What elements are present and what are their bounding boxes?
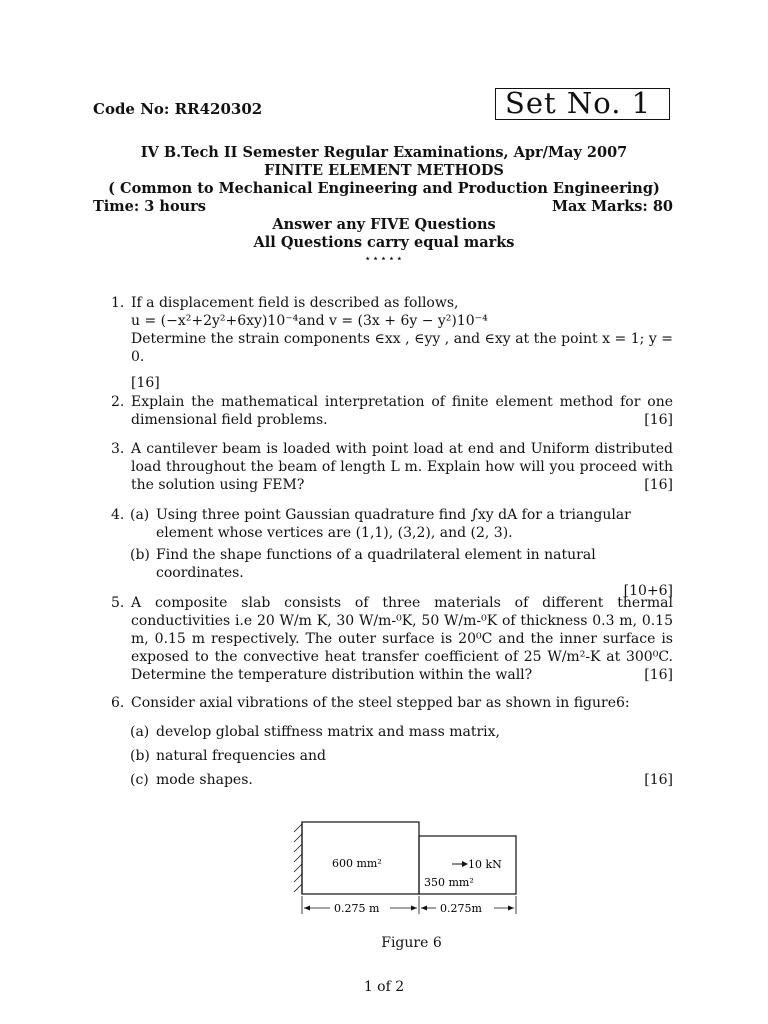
question-5	[111, 594, 673, 684]
sub-label: (c)	[130, 772, 149, 788]
len-left-label: 0.275 m	[334, 902, 380, 915]
question-text: Consider axial vibrations of the steel stepped bar as shown in figure6:	[131, 695, 630, 711]
sub-text: Using three point Gaussian quadrature find ∫xy dA for a triangular element whose vertices are (1,1), (3,2), and (2, 3).	[156, 507, 631, 541]
question-number: 6.	[111, 695, 125, 711]
question-marks: [16]	[644, 477, 673, 493]
question-text: A cantilever beam is loaded with point load at end and Uniform distributed load throughout the beam of length L m. Explain how will you proceed with the solution using FEM?	[131, 441, 673, 493]
max-marks: Max Marks: 80	[551, 198, 673, 215]
question-6c	[130, 771, 673, 789]
sub-text: Find the shape functions of a quadrilateral element in natural coordinates.	[156, 547, 596, 581]
question-marks: [10+6]	[623, 583, 673, 599]
question-number: 4.	[111, 507, 125, 523]
dim-arrowhead	[508, 906, 514, 911]
exam-title: IV B.Tech II Semester Regular Examinations, Apr/May 2007	[140, 144, 628, 161]
question-4a	[130, 506, 673, 542]
set-number: Set No. 1	[505, 86, 652, 120]
figure-caption: Figure 6	[381, 935, 442, 951]
stepped-bar-figure	[290, 818, 530, 920]
question-3	[111, 440, 673, 494]
sub-label: (b)	[130, 748, 150, 764]
dim-arrowhead	[411, 906, 417, 911]
question-marks: [16]	[644, 412, 673, 428]
code-number: Code No: RR420302	[93, 100, 263, 118]
page-number: 1 of 2	[363, 979, 405, 995]
sub-text: mode shapes.	[156, 772, 253, 788]
dim-arrowhead	[304, 906, 310, 911]
area-right-label: 350 mm²	[424, 876, 474, 889]
sub-label: (b)	[130, 547, 150, 563]
sub-text: natural frequencies and	[156, 748, 326, 764]
sub-text: develop global stiffness matrix and mass matrix,	[156, 724, 500, 740]
instruction-equal: All Questions carry equal marks	[253, 234, 515, 251]
displacement-equation: u = (−x²+2y²+6xy)10⁻⁴and v = (3x + 6y − y²)10⁻⁴	[131, 313, 488, 329]
dim-arrowhead	[421, 906, 427, 911]
question-number: 1.	[111, 295, 125, 311]
question-text: A composite slab consists of three materials of different thermal conductivities i.e 20 W/m K, 30 W/m-⁰K, 50 W/m-⁰K of thickness 0.3 m, 0.15 m, 0.15 m respectively. The outer surface is 20⁰C and the inner surface is exposed to the convective heat transfer coefficient of 25 W/m²-K at 300⁰C. Determine the temperature distribution within the wall?	[131, 595, 673, 683]
question-6	[111, 694, 673, 712]
exam-time: Time: 3 hours	[93, 198, 206, 215]
sub-label: (a)	[130, 507, 150, 523]
set-number-box	[495, 88, 670, 120]
question-4b	[130, 546, 673, 600]
wall-hatching	[294, 824, 302, 892]
common-to: ( Common to Mechanical Engineering and Production Engineering)	[108, 180, 660, 197]
question-text: If a displacement field is described as follows,	[131, 295, 459, 311]
question-1	[111, 294, 673, 392]
instruction-five: Answer any FIVE Questions	[272, 216, 496, 233]
question-2	[111, 393, 673, 429]
len-right-label: 0.275m	[440, 902, 482, 915]
question-text: Explain the mathematical interpretation of finite element method for one dimensional field problems.	[131, 394, 673, 428]
area-left-label: 600 mm²	[332, 857, 382, 870]
question-text: Determine the strain components ∈xx , ∈yy , and ∈xy at the point x = 1; y = 0.	[131, 331, 673, 365]
question-number: 3.	[111, 441, 125, 457]
question-marks: [16]	[644, 772, 673, 788]
subject-title: FINITE ELEMENT METHODS	[264, 162, 504, 179]
sub-label: (a)	[130, 724, 150, 740]
question-marks: [16]	[644, 667, 673, 683]
question-number: 2.	[111, 394, 125, 410]
question-number: 5.	[111, 595, 125, 611]
stars-divider: ⋆⋆⋆⋆⋆	[364, 252, 404, 265]
load-label: 10 kN	[468, 858, 502, 871]
question-6b	[130, 747, 673, 765]
question-marks: [16]	[131, 375, 160, 391]
question-6a	[130, 723, 673, 741]
